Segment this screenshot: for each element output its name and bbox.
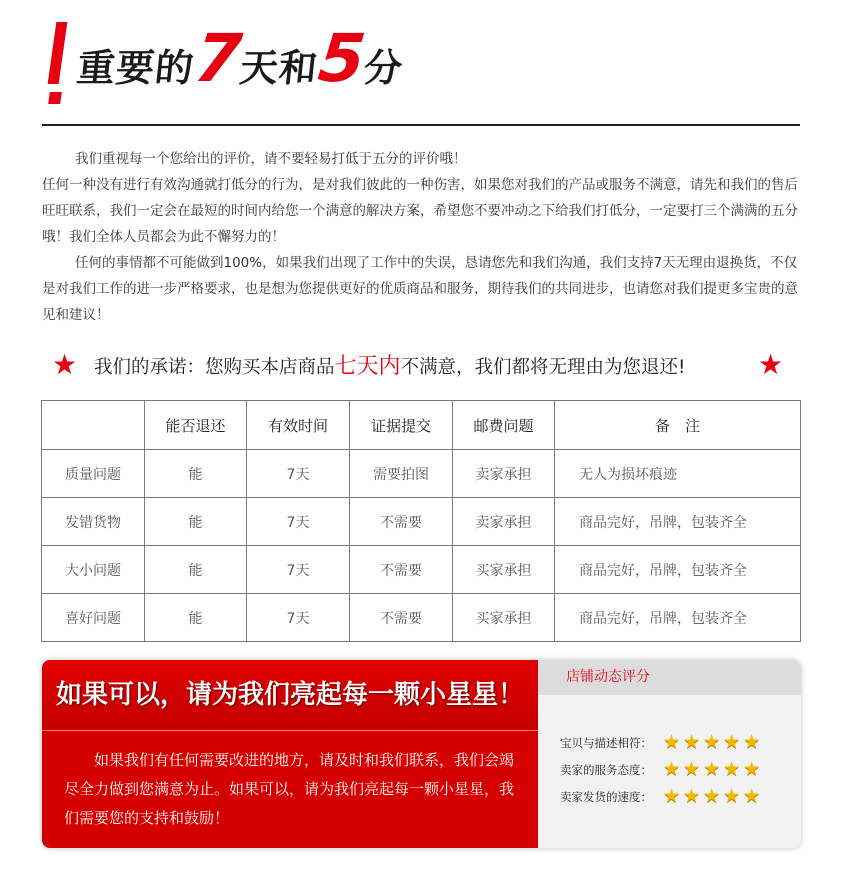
table-cell: 不需要 [350,498,453,546]
table-cell: 质量问题 [42,450,145,498]
shop-rating-panel [538,660,801,848]
star-rating-icons: ★★★★★ [663,758,764,780]
table-header-cell: 有效时间 [247,401,350,450]
table-cell: 卖家承担 [453,498,555,546]
return-policy-table [41,400,801,642]
table-header-cell: 邮费问题 [453,401,555,450]
title-part-2: 天和 [237,46,321,90]
table-cell: 不需要 [350,546,453,594]
table-header-row [42,401,801,450]
exclamation-dot [48,92,62,104]
table-cell: 7天 [247,546,350,594]
table-cell: 7天 [247,450,350,498]
star-request-panel [42,660,538,848]
table-cell: 买家承担 [453,594,555,642]
table-cell: 不需要 [350,594,453,642]
intro-paragraph-3: 任何的事情都不可能做到100%，如果我们出现了工作中的失误，恳请您先和我们沟通，我们支持7天无理由退换货，不仅是对我们工作的进一步严格要求，也是想为您提供更好的优质商品和服务，期待我们的共同进步，也请您对我们提更多宝贵的意见和建议！ [42,255,798,323]
table-cell: 喜好问题 [42,594,145,642]
title-part-3: 分 [361,46,406,90]
table-cell: 发错货物 [42,498,145,546]
table-cell: 能 [145,594,247,642]
page-header [52,18,752,108]
promise-highlight: 七天内 [334,354,401,379]
rating-row-shipping [560,785,763,807]
star-request-section [42,660,801,848]
intro-text [42,146,802,328]
table-row [42,498,801,546]
shop-rating-title: 店铺动态评分 [566,669,650,685]
page-title [74,20,408,97]
table-cell: 无人为损坏痕迹 [555,450,801,498]
rating-label: 卖家的服务态度： [560,763,652,777]
table-row [42,546,801,594]
title-number-7: 7 [191,20,246,97]
star-request-divider [42,730,538,731]
exclamation-icon [48,22,68,84]
table-cell: 买家承担 [453,546,555,594]
table-cell: 商品完好，吊牌，包装齐全 [555,498,801,546]
promise-text [94,349,685,386]
rating-label: 宝贝与描述相符： [560,736,652,750]
table-cell: 商品完好，吊牌，包装齐全 [555,546,801,594]
star-request-body [64,746,520,833]
star-rating-icons: ★★★★★ [663,785,764,807]
header-divider [42,124,800,126]
table-cell: 能 [145,546,247,594]
table-header-cell: 备 注 [555,401,801,450]
table-cell: 需要拍图 [350,450,453,498]
title-part-1: 重要的 [74,46,197,90]
table-cell: 7天 [247,498,350,546]
table-header-cell [42,401,145,450]
table-row [42,450,801,498]
table-cell: 商品完好，吊牌，包装齐全 [555,594,801,642]
star-request-text: 如果我们有任何需要改进的地方，请及时和我们联系，我们会竭尽全力做到您满意为止。如果可以，请为我们亮起每一颗小星星，我们需要您的支持和鼓励！ [64,751,515,827]
star-icon: ★ [758,348,784,381]
intro-paragraph-1: 我们重视每一个您给出的评价，请不要轻易打低于五分的评价哦！ [75,151,467,167]
star-request-title: 如果可以，请为我们亮起每一颗小星星！ [55,680,524,710]
table-header-cell: 能否退还 [145,401,247,450]
promise-suffix: 不满意，我们都将无理由为您退还! [400,357,686,378]
rating-row-description [560,731,763,753]
table-cell: 卖家承担 [453,450,555,498]
table-header-cell: 证据提交 [350,401,453,450]
rating-label: 卖家发货的速度： [560,790,652,804]
title-number-5: 5 [314,20,370,97]
star-rating-icons: ★★★★★ [663,731,764,753]
table-row [42,594,801,642]
promise-banner [52,349,792,385]
rating-row-service [560,758,763,780]
table-cell: 7天 [247,594,350,642]
promise-prefix: 我们的承诺：您购买本店商品 [94,357,335,378]
table-cell: 能 [145,450,247,498]
table-cell: 能 [145,498,247,546]
intro-paragraph-2: 任何一种没有进行有效沟通就打低分的行为，是对我们彼此的一种伤害，如果您对我们的产品或服务不满意，请先和我们的售后旺旺联系，我们一定会在最短的时间内给您一个满意的解决方案，希望您不要冲动之下给我们打低分，一定要打三个满满的五分哦！我们全体人员都会为此不懈努力的！ [42,177,798,245]
star-icon: ★ [52,348,78,381]
table-cell: 大小问题 [42,546,145,594]
